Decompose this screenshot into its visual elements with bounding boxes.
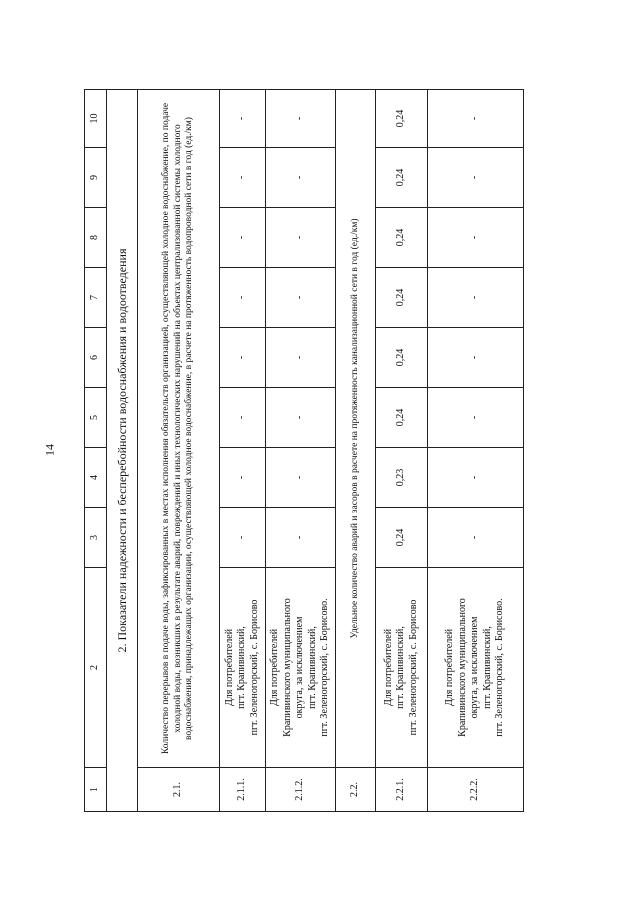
value-cell: - bbox=[428, 148, 524, 208]
value-cell: - bbox=[220, 448, 266, 508]
value-cell: - bbox=[266, 208, 336, 268]
value-cell: 0,24 bbox=[376, 268, 428, 328]
value-cell: 0,24 bbox=[376, 328, 428, 388]
group-description: Количество перерывов в подаче воды, зафиксированных в местах исполнения обязательств организацией, осуществляющей холодное водоснабжение, по подаче холодной воды, возникших в результате аварий, повреждений и иных технологических нарушений на объектах централизованной системы холодного водоснабжения, принадлежащих организации, осуществляющей холодное водоснабжение, в расчете на протяженность водопроводной сети в год (ед./км) bbox=[138, 90, 220, 768]
value-cell: - bbox=[220, 148, 266, 208]
value-cell: 0,23 bbox=[376, 448, 428, 508]
group-row bbox=[138, 90, 220, 812]
header-cell: 4 bbox=[85, 448, 107, 508]
value-cell: - bbox=[266, 148, 336, 208]
table-row bbox=[266, 90, 336, 812]
section-title: 2. Показатели надежности и бесперебойности водоснабжения и водоотведения bbox=[107, 90, 138, 812]
value-cell: - bbox=[220, 268, 266, 328]
row-number: 2.2.2. bbox=[428, 768, 524, 812]
header-cell: 3 bbox=[85, 508, 107, 568]
value-cell: - bbox=[428, 328, 524, 388]
value-cell: - bbox=[428, 448, 524, 508]
value-cell: 0,24 bbox=[376, 90, 428, 148]
row-number: 2.1.2. bbox=[266, 768, 336, 812]
header-cell: 6 bbox=[85, 328, 107, 388]
value-cell: 0,24 bbox=[376, 208, 428, 268]
value-cell: - bbox=[220, 388, 266, 448]
value-cell: - bbox=[266, 90, 336, 148]
header-cell: 9 bbox=[85, 148, 107, 208]
value-cell: - bbox=[428, 508, 524, 568]
table-landscape-frame bbox=[84, 90, 544, 812]
header-cell: 5 bbox=[85, 388, 107, 448]
row-number: 2.1. bbox=[138, 768, 220, 812]
section-row bbox=[107, 90, 138, 812]
value-cell: - bbox=[220, 208, 266, 268]
value-cell: - bbox=[220, 508, 266, 568]
value-cell: - bbox=[266, 448, 336, 508]
row-number: 2.1.1. bbox=[220, 768, 266, 812]
header-cell: 2 bbox=[85, 568, 107, 768]
table-row bbox=[428, 90, 524, 812]
value-cell: - bbox=[220, 90, 266, 148]
table-row bbox=[220, 90, 266, 812]
value-cell: - bbox=[266, 328, 336, 388]
header-cell: 1 bbox=[85, 768, 107, 812]
value-cell: - bbox=[266, 388, 336, 448]
consumer-label: Для потребителей пгт. Крапивинский, пгт. Зеленогорский, с. Борисово bbox=[220, 568, 266, 768]
header-cell: 8 bbox=[85, 208, 107, 268]
value-cell: - bbox=[428, 90, 524, 148]
header-cell: 10 bbox=[85, 90, 107, 148]
group-description: Удельное количество аварий и засоров в расчете на протяженность канализационной сети в год (ед./км) bbox=[336, 90, 376, 768]
value-cell: 0,24 bbox=[376, 508, 428, 568]
row-number: 2.2.1. bbox=[376, 768, 428, 812]
header-row bbox=[85, 90, 107, 812]
value-cell: - bbox=[220, 328, 266, 388]
consumer-label: Для потребителей Крапивинского муниципального округа, за исключением пгт. Крапивинский, пгт. Зеленогорский, с. Борисово. bbox=[266, 568, 336, 768]
rotated-table-wrapper bbox=[84, 90, 544, 812]
indicators-table bbox=[84, 89, 524, 812]
consumer-label: Для потребителей пгт. Крапивинский, пгт. Зеленогорский, с. Борисово bbox=[376, 568, 428, 768]
consumer-label: Для потребителей Крапивинского муниципального округа, за исключением пгт. Крапивинский, пгт. Зеленогорский, с. Борисово. bbox=[428, 568, 524, 768]
value-cell: - bbox=[428, 268, 524, 328]
value-cell: - bbox=[266, 268, 336, 328]
page-number: 14 bbox=[42, 444, 57, 456]
value-cell: 0,24 bbox=[376, 388, 428, 448]
table-row bbox=[376, 90, 428, 812]
value-cell: - bbox=[428, 388, 524, 448]
group-row bbox=[336, 90, 376, 812]
row-number: 2.2. bbox=[336, 768, 376, 812]
value-cell: - bbox=[428, 208, 524, 268]
value-cell: 0,24 bbox=[376, 148, 428, 208]
header-cell: 7 bbox=[85, 268, 107, 328]
value-cell: - bbox=[266, 508, 336, 568]
